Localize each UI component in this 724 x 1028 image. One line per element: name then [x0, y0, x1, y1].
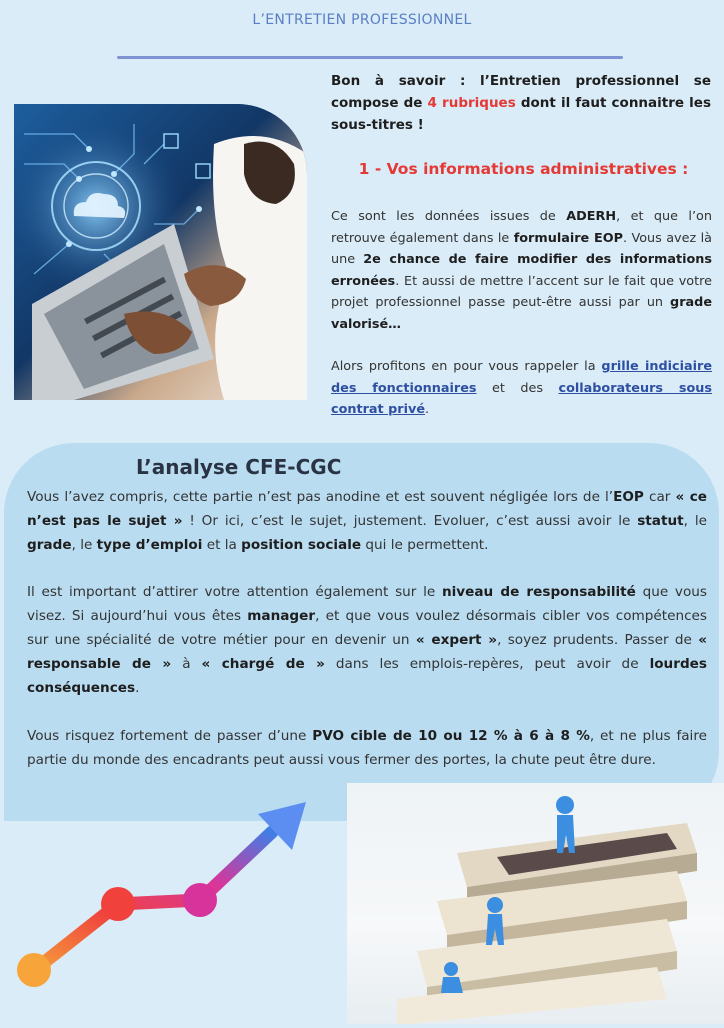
bold-text: « responsable de » [27, 632, 707, 672]
page-header-title: L’ENTRETIEN PROFESSIONNEL [252, 12, 472, 28]
text: à [171, 656, 202, 672]
bold-text: « ce n’est pas le sujet » [27, 489, 707, 529]
text: . [425, 402, 430, 417]
text: Alors profitons en pour vous rappeler la [331, 359, 602, 374]
text: , et ne plus faire partie du monde des encadrants peut aussi vous fermer des portes, la chute peut être dure. [27, 728, 707, 768]
stairs-figures-photo [347, 783, 724, 1024]
text: que vous visez. Si aujourd’hui vous êtes [27, 584, 707, 624]
intro-part2: dont il faut connaitre les sous-titres ! [331, 95, 711, 133]
text: . Vous avez là une [331, 230, 713, 267]
intro-highlight: 4 rubriques [427, 95, 516, 111]
admin-info-paragraph [331, 206, 712, 335]
text: , et que l’on retrouve également dans le [331, 209, 712, 246]
text: , le [71, 537, 97, 553]
intro-part1: Bon à savoir : l’Entretien professionnel se compose de [331, 73, 711, 111]
text: , le [683, 513, 707, 529]
bold-text: lourdes conséquences [27, 656, 707, 696]
laptop-photo [14, 104, 307, 400]
text: et des [476, 380, 559, 396]
links-paragraph [331, 356, 712, 421]
text: dans les emplois-repères, peut avoir de [324, 656, 650, 672]
bold-text: grade valorisé… [331, 295, 712, 332]
text: Vous risquez fortement de passer d’une [27, 728, 313, 744]
text: , soyez prudents. Passer de [497, 632, 699, 648]
header-divider [117, 56, 623, 59]
bold-text: statut [637, 513, 684, 529]
collaborateurs-link[interactable]: collaborateurs sous contrat privé [331, 380, 712, 417]
text: . [135, 680, 140, 696]
section-heading: 1 - Vos informations administratives : [358, 160, 689, 178]
bold-text: position sociale [241, 537, 362, 553]
text: et la [202, 537, 242, 553]
bold-text: manager [247, 608, 316, 624]
bold-text: EOP [613, 489, 644, 505]
analysis-title: L’analyse CFE-CGC [136, 455, 342, 479]
text: . Et aussi de mettre l’accent sur le fait que votre projet professionnel passe peut-être aussi par un [331, 273, 712, 310]
bold-text: PVO cible de 10 ou 12 % à 6 à 8 % [312, 728, 590, 744]
bold-text: type d’emploi [96, 537, 203, 553]
analysis-paragraph-3 [27, 724, 707, 772]
text: Ce sont les données issues de [331, 209, 567, 224]
text: car [643, 489, 676, 505]
analysis-paragraph-2 [27, 580, 707, 700]
bold-text: 2e chance de faire modifier des informations erronées [331, 252, 713, 289]
growth-arrow-icon [0, 792, 330, 1024]
grille-indiciaire-link[interactable]: grille indiciaire des fonctionnaires [331, 359, 712, 396]
text: ! Or ici, c’est le sujet, justement. Evoluer, c’est aussi avoir le [182, 513, 638, 529]
bold-text: ADERH [566, 209, 617, 224]
bold-text: « chargé de » [201, 656, 325, 672]
bold-text: niveau de responsabilité [441, 584, 636, 600]
analysis-paragraph-1 [27, 485, 707, 557]
bold-text: « expert » [415, 632, 498, 648]
text: qui le permettent. [361, 537, 489, 553]
intro-text [331, 70, 711, 136]
bold-text: grade [27, 537, 72, 553]
bold-text: formulaire EOP [513, 230, 623, 246]
text: Il est important d’attirer votre attention également sur le [27, 584, 442, 600]
text: , et que vous voulez désormais cibler vos compétences sur une spécialité de votre métier pour en devenir un [27, 608, 707, 648]
text: Vous l’avez compris, cette partie n’est pas anodine et est souvent négligée lors de l’ [27, 489, 614, 505]
